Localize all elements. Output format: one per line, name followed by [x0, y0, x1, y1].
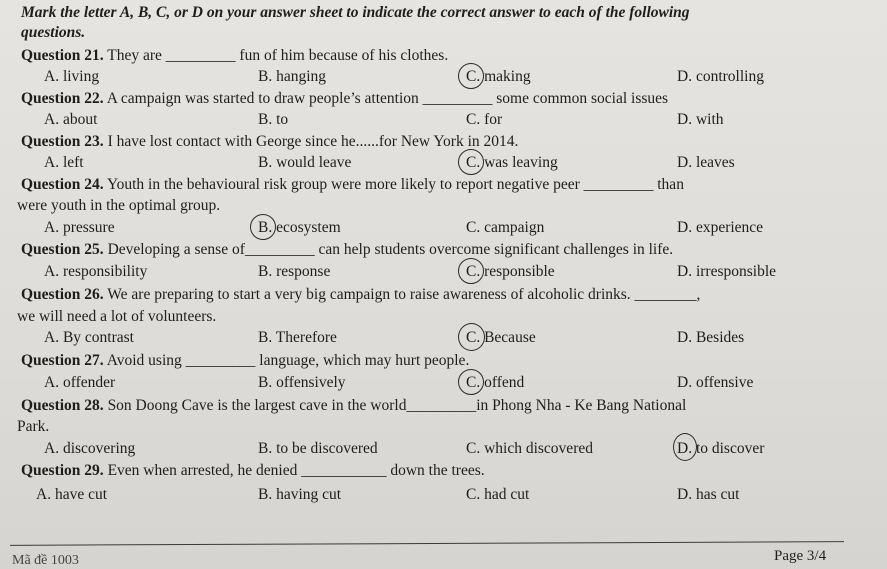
question-28-option-c: C. which discovered — [466, 440, 593, 457]
question-28-option-a: A. discovering — [44, 440, 136, 457]
question-26-option-c: C. Because — [466, 329, 536, 346]
page-number: Page 3/4 — [774, 548, 827, 564]
question-24-text-continued: were youth in the optimal group. — [17, 197, 221, 214]
question-24-label: Question 24. — [21, 176, 104, 193]
question-28-text-continued: Park. — [17, 418, 50, 435]
question-26-stem — [21, 285, 700, 305]
question-26-label: Question 26. — [21, 286, 104, 303]
question-22-stem — [21, 89, 668, 109]
question-27-option-c: C. offend — [466, 374, 525, 391]
question-27-text: Avoid using _________ language, which may hurt people. — [103, 352, 470, 369]
instructions-line-2: questions. — [21, 24, 86, 41]
question-23-text: I have lost contact with George since he......for New York in 2014. — [103, 133, 519, 150]
question-25-text: Developing a sense of_________ can help students overcome significant challenges in life. — [103, 241, 674, 258]
instructions-line-1: Mark the letter A, B, C, or D on your answer sheet to indicate the correct answer to each of the following — [21, 4, 690, 21]
question-29-option-d: D. has cut — [677, 486, 740, 503]
question-26-option-b: B. Therefore — [258, 329, 337, 346]
question-21-option-d: D. controlling — [677, 68, 764, 85]
question-24-option-a: A. pressure — [44, 219, 115, 236]
question-26-option-a: A. By contrast — [44, 329, 134, 346]
question-22-option-b: B. to — [258, 111, 289, 128]
question-21-stem — [21, 46, 448, 66]
question-23-option-a: A. left — [44, 154, 84, 171]
question-25-option-c: C. responsible — [466, 263, 555, 280]
question-27-option-d: D. offensive — [677, 374, 754, 391]
question-21-option-c: C. making — [466, 68, 531, 85]
exam-code: Mã đề 1003 — [12, 553, 79, 568]
question-24-option-d: D. experience — [677, 219, 764, 236]
question-28-label: Question 28. — [21, 397, 104, 414]
question-24-text: Youth in the behavioural risk group were more likely to report negative peer _________ than — [103, 176, 684, 193]
question-22-option-c: C. for — [466, 111, 503, 128]
question-26-text: We are preparing to start a very big campaign to raise awareness of alcoholic drinks. ________, — [103, 286, 701, 303]
question-28-stem — [21, 396, 686, 416]
question-29-option-a: A. have cut — [36, 486, 108, 503]
question-26-option-d: D. Besides — [677, 329, 745, 346]
question-27-stem — [21, 351, 469, 371]
question-28-option-d: D. to discover — [677, 440, 765, 457]
question-21-option-b: B. hanging — [258, 68, 327, 85]
footer-divider — [10, 541, 844, 546]
question-27-option-b: B. offensively — [258, 374, 346, 391]
question-26-text-continued: we will need a lot of volunteers. — [17, 308, 217, 325]
question-23-option-b: B. would leave — [258, 154, 352, 171]
question-28-text: Son Doong Cave is the largest cave in the world_________in Phong Nha - Ke Bang National — [103, 397, 687, 414]
question-27-option-a: A. offender — [44, 374, 116, 391]
question-29-option-c: C. had cut — [466, 486, 530, 503]
question-25-option-a: A. responsibility — [44, 263, 148, 280]
question-25-stem — [21, 240, 673, 260]
question-25-option-d: D. irresponsible — [677, 263, 777, 280]
question-23-label: Question 23. — [21, 133, 104, 150]
question-21-option-a: A. living — [44, 68, 100, 85]
question-24-option-c: C. campaign — [466, 219, 545, 236]
question-22-option-a: A. about — [44, 111, 98, 128]
question-27-label: Question 27. — [21, 352, 104, 369]
question-29-text: Even when arrested, he denied ___________ down the trees. — [103, 462, 485, 479]
question-29-option-b: B. having cut — [258, 486, 342, 503]
question-22-text: A campaign was started to draw people’s attention _________ some common social issues — [103, 90, 669, 107]
question-22-option-d: D. with — [677, 111, 724, 128]
question-29-label: Question 29. — [21, 462, 104, 479]
question-28-option-b: B. to be discovered — [258, 440, 378, 457]
question-22-label: Question 22. — [21, 90, 104, 107]
question-24-option-b: B. ecosystem — [258, 219, 341, 236]
question-24-stem — [21, 175, 684, 195]
question-25-option-b: B. response — [258, 263, 331, 280]
question-21-text: They are _________ fun of him because of his clothes. — [103, 47, 449, 64]
question-25-label: Question 25. — [21, 241, 104, 258]
question-23-option-c: C. was leaving — [466, 154, 558, 171]
question-23-stem — [21, 132, 518, 152]
question-21-label: Question 21. — [21, 47, 104, 64]
question-23-option-d: D. leaves — [677, 154, 735, 171]
question-29-stem — [21, 461, 485, 481]
